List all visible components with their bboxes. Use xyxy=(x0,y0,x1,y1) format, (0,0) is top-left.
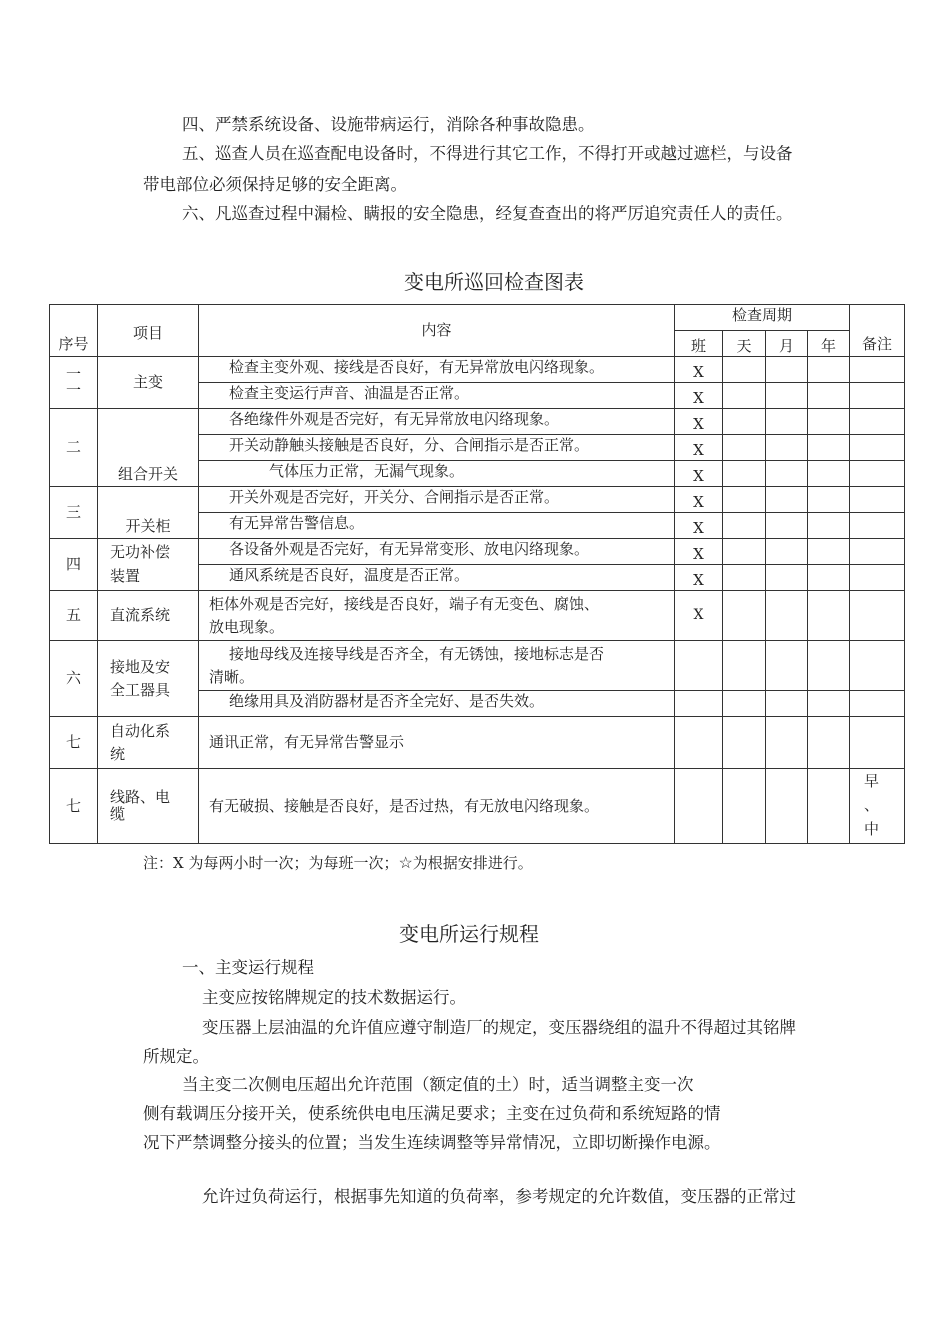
item-cell: 主变 xyxy=(98,357,199,409)
header-seq: 序号 xyxy=(50,305,98,357)
header-day: 天 xyxy=(723,331,766,357)
section-line: 当主变二次侧电压超出允许范围（额定值的土）时，适当调整主变一次 xyxy=(182,1075,694,1094)
content-cell: 有无异常告警信息。 xyxy=(199,513,675,539)
header-item: 项目 xyxy=(98,305,199,357)
content-cell: 各绝缘件外观是否完好，有无异常放电闪络现象。 xyxy=(199,409,675,435)
header-remark: 备注 xyxy=(850,305,905,357)
rule-4: 四、严禁系统设备、设施带病运行，消除各种事故隐患。 xyxy=(182,115,595,134)
section-line: 所规定。 xyxy=(143,1047,209,1066)
content-cell: 开关动静触头接触是否良好，分、合闸指示是否正常。 xyxy=(199,435,675,461)
header-content: 内容 xyxy=(199,305,675,357)
shift-cell: X xyxy=(675,409,723,435)
table-row xyxy=(50,591,905,641)
header-period: 检查周期 xyxy=(675,305,850,331)
item-cell: 线路、电 缆 xyxy=(98,769,199,844)
shift-cell: X xyxy=(675,357,723,383)
section-title: 变电所运行规程 xyxy=(399,922,539,946)
rule-5-cont: 带电部位必须保持足够的安全距离。 xyxy=(143,175,407,194)
seq-cell: 四 xyxy=(50,539,98,591)
star-icon: ☆ xyxy=(398,853,413,872)
item-cell: 开关柜 xyxy=(98,487,199,539)
seq-cell: 六 xyxy=(50,641,98,717)
section-line: 允许过负荷运行，根据事先知道的负荷率，参考规定的允许数值，变压器的正常过 xyxy=(202,1187,796,1206)
note-prefix: 注：X 为每两小时一次；为每班一次； xyxy=(143,854,399,872)
item-cell: 接地及安 全工器具 xyxy=(98,641,199,717)
content-cell: 气体压力正常，无漏气现象。 xyxy=(199,461,675,487)
table-title: 变电所巡回检查图表 xyxy=(404,270,584,294)
content-cell: 通风系统是否良好，温度是否正常。 xyxy=(199,565,675,591)
shift-cell: X xyxy=(675,487,723,513)
section-line: 主变应按铭牌规定的技术数据运行。 xyxy=(202,988,466,1007)
shift-cell: X xyxy=(675,539,723,565)
item-cell: 无功补偿 装置 xyxy=(98,539,199,591)
content-cell: 检查主变运行声音、油温是否正常。 xyxy=(199,383,675,409)
rule-6: 六、凡巡查过程中漏检、瞒报的安全隐患，经复查查出的将严厉追究责任人的责任。 xyxy=(182,204,793,223)
content-cell: 各设备外观是否完好，有无异常变形、放电闪络现象。 xyxy=(199,539,675,565)
table-row xyxy=(50,769,905,844)
section-line: 侧有载调压分接开关，使系统供电电压满足要求；主变在过负荷和系统短路的情 xyxy=(143,1104,721,1123)
table-row xyxy=(50,487,905,513)
table-row xyxy=(50,717,905,769)
item-cell: 直流系统 xyxy=(98,591,199,641)
content-cell: 绝缘用具及消防器材是否齐全完好、是否失效。 xyxy=(199,691,675,717)
content-cell: 开关外观是否完好，开关分、合闸指示是否正常。 xyxy=(199,487,675,513)
shift-cell: X xyxy=(675,565,723,591)
content-cell: 接地母线及连接导线是否齐全，有无锈蚀，接地标志是否 清晰。 xyxy=(199,641,675,691)
table-row xyxy=(50,539,905,565)
content-cell: 通讯正常，有无异常告警显示 xyxy=(199,717,675,769)
table-note xyxy=(143,852,533,873)
seq-cell: 一 一 xyxy=(50,357,98,409)
item-cell: 自动化系 统 xyxy=(98,717,199,769)
content-cell: 检查主变外观、接线是否良好，有无异常放电闪络现象。 xyxy=(199,357,675,383)
table-row xyxy=(50,409,905,435)
inspection-table xyxy=(49,304,905,844)
seq-cell: 二 xyxy=(50,409,98,487)
item-cell: 组合开关 xyxy=(98,409,199,487)
section-line: 况下严禁调整分接头的位置；当发生连续调整等异常情况，立即切断操作电源。 xyxy=(143,1133,721,1152)
content-cell: 有无破损、接触是否良好，是否过热，有无放电闪络现象。 xyxy=(199,769,675,844)
shift-cell: X xyxy=(675,591,723,641)
remark-cell: 早 、 中 xyxy=(850,769,905,844)
seq-cell: 七 xyxy=(50,769,98,844)
shift-cell: X xyxy=(675,513,723,539)
note-suffix: 为根据安排进行。 xyxy=(412,854,533,872)
table-row xyxy=(50,641,905,691)
shift-cell: X xyxy=(675,383,723,409)
seq-cell: 七 xyxy=(50,717,98,769)
shift-cell: X xyxy=(675,461,723,487)
section-line: 变压器上层油温的允许值应遵守制造厂的规定，变压器绕组的温升不得超过其铭牌 xyxy=(202,1018,796,1037)
table-row xyxy=(50,357,905,383)
shift-cell: X xyxy=(675,435,723,461)
header-year: 年 xyxy=(808,331,850,357)
section-heading: 一、主变运行规程 xyxy=(182,958,314,977)
content-cell: 柜体外观是否完好，接线是否良好，端子有无变色、腐蚀、 放电现象。 xyxy=(199,591,675,641)
seq-cell: 三 xyxy=(50,487,98,539)
header-shift: 班 xyxy=(675,331,723,357)
rule-5: 五、巡查人员在巡查配电设备时，不得进行其它工作，不得打开或越过遮栏，与设备 xyxy=(182,144,793,163)
seq-cell: 五 xyxy=(50,591,98,641)
header-month: 月 xyxy=(766,331,808,357)
